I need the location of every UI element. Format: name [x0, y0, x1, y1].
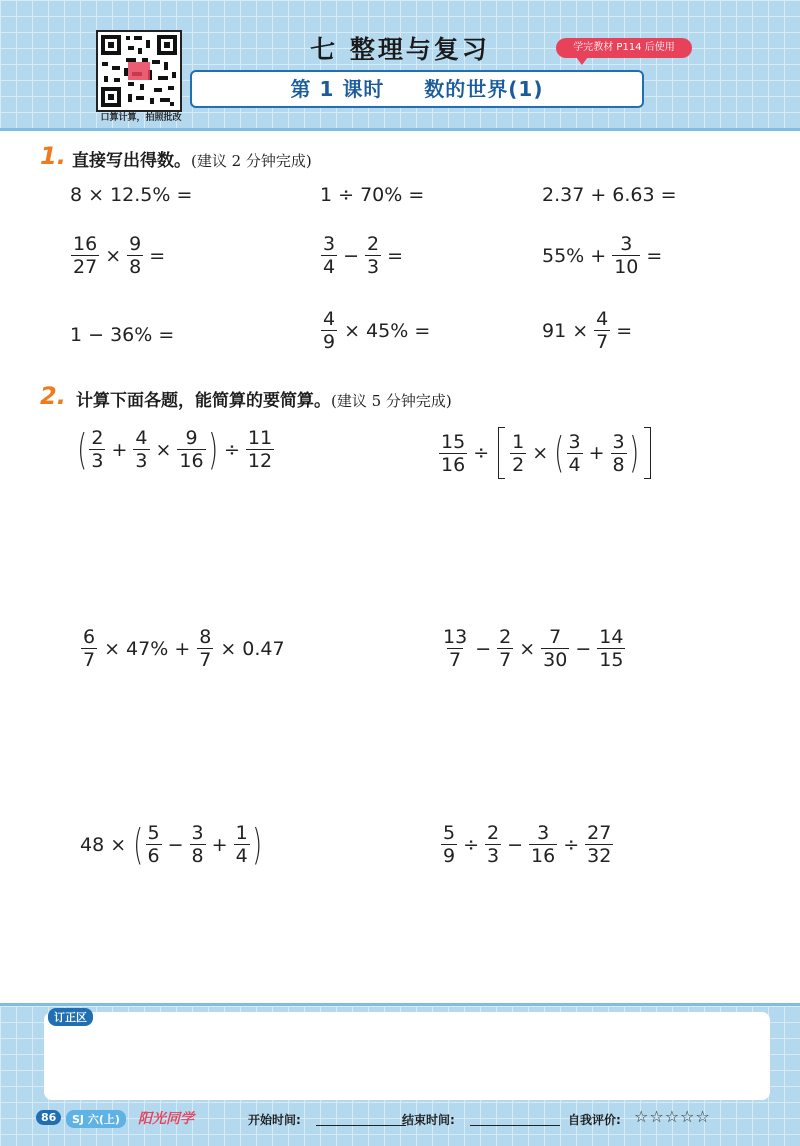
numerator: 4 [135, 427, 148, 449]
operator: + [211, 833, 228, 856]
operator: + [588, 442, 605, 464]
fraction [365, 233, 381, 278]
usage-tag: 学完教材 P114 后使用 [556, 38, 692, 58]
fraction [594, 308, 610, 353]
denominator: 3 [91, 450, 104, 472]
numerator: 7 [549, 626, 562, 648]
correction-label: 订正区 [48, 1008, 93, 1026]
operator: + [111, 438, 128, 461]
denominator: 10 [614, 256, 639, 278]
denominator: 4 [323, 256, 336, 278]
denominator: 15 [599, 649, 624, 671]
numerator: 13 [443, 626, 468, 648]
numerator: 27 [587, 822, 612, 844]
operator: − [475, 637, 492, 660]
operator: ÷ [473, 442, 490, 464]
fraction [177, 427, 205, 472]
numerator: 6 [83, 626, 96, 648]
problem-1-4 [70, 233, 170, 278]
problem-2-5 [80, 819, 263, 869]
fraction [441, 822, 457, 867]
denominator: 16 [531, 845, 556, 867]
fraction [497, 626, 513, 671]
fraction [439, 431, 467, 476]
denominator: 6 [147, 845, 160, 867]
fraction [612, 233, 640, 278]
qr-caption: 口算计算，拍照批改 [100, 113, 182, 123]
operator: ÷ [224, 438, 240, 461]
denominator: 9 [443, 845, 456, 867]
operator: × [519, 637, 536, 660]
left-paren: ( [77, 424, 88, 474]
right-paren: ) [628, 428, 639, 477]
operator: − [167, 833, 184, 856]
operator: − [575, 637, 592, 660]
problem-1-3: 2.37 + 6.63 = [542, 184, 677, 206]
left-paren: ( [133, 819, 144, 869]
problem-2-2 [438, 427, 655, 479]
problem-2-1 [76, 424, 275, 474]
denominator: 7 [499, 649, 512, 671]
qr-code-icon[interactable] [96, 30, 182, 112]
problem-1-5 [320, 233, 408, 278]
fraction [485, 822, 501, 867]
operator: − [507, 833, 524, 856]
left-bracket [498, 427, 505, 479]
left-paren: ( [554, 428, 565, 477]
fraction [541, 626, 569, 671]
denominator: 7 [596, 331, 609, 353]
denominator: 9 [323, 331, 336, 353]
denominator: 7 [199, 649, 212, 671]
start-time-field[interactable] [316, 1125, 406, 1126]
expression-part: 55% + [542, 244, 607, 267]
numerator: 1 [235, 822, 248, 844]
denominator: 32 [587, 845, 612, 867]
problem-2-3 [80, 626, 285, 671]
numerator: 3 [612, 430, 625, 453]
denominator: 27 [73, 256, 98, 278]
fraction [81, 626, 97, 671]
fraction [321, 233, 337, 278]
denominator: 3 [135, 450, 148, 472]
fraction [529, 822, 557, 867]
self-eval-label: 自我评价: [568, 1113, 621, 1127]
numerator: 5 [147, 822, 160, 844]
problem-1-1: 8 × 12.5% = [70, 184, 193, 206]
numerator: 3 [191, 822, 204, 844]
denominator: 7 [83, 649, 96, 671]
fraction [597, 626, 625, 671]
denominator: 16 [441, 453, 466, 476]
expression-part: 48 × [80, 833, 127, 856]
denominator: 12 [247, 450, 273, 472]
end-time-label: 结束时间: [402, 1113, 455, 1127]
operator: ÷ [463, 833, 480, 856]
section-2-hint: (建议 5 分钟完成) [331, 392, 452, 410]
fraction [321, 308, 337, 353]
denominator: 16 [179, 450, 204, 472]
operator: ÷ [563, 833, 580, 856]
start-time-label: 开始时间: [248, 1113, 301, 1127]
operator: × [532, 442, 549, 464]
denominator: 3 [487, 845, 500, 867]
denominator: 8 [129, 256, 142, 278]
numerator: 2 [499, 626, 512, 648]
numerator: 4 [323, 308, 336, 330]
numerator: 3 [568, 430, 581, 453]
section-2-title-text: 计算下面各题，能简算的要简算。 [76, 391, 331, 411]
expression-part: × 47% + [104, 637, 191, 660]
section-2-number: 2. [40, 382, 66, 410]
fraction [510, 431, 526, 476]
numerator: 1 [512, 430, 525, 453]
fraction [246, 427, 274, 472]
denominator: 2 [512, 453, 525, 476]
fraction [611, 431, 627, 476]
denominator: 8 [191, 845, 204, 867]
numerator: 3 [323, 233, 336, 255]
operator: × [155, 438, 172, 461]
equals-sign: = [616, 319, 633, 342]
denominator: 7 [449, 649, 462, 671]
problem-2-4 [440, 626, 626, 671]
right-paren: ) [207, 424, 218, 474]
numerator: 15 [441, 430, 466, 453]
end-time-field[interactable] [470, 1125, 560, 1126]
denominator: 4 [235, 845, 248, 867]
correction-area[interactable] [44, 1012, 770, 1100]
lesson-topic: 数的世界(1) [424, 77, 544, 101]
fraction [146, 822, 162, 867]
fraction [127, 233, 143, 278]
numerator: 14 [599, 626, 624, 648]
numerator: 3 [620, 233, 633, 255]
denominator: 3 [367, 256, 380, 278]
operator: − [343, 244, 360, 267]
book-code: SJ 六(上) [66, 1110, 126, 1128]
right-paren: ) [251, 819, 262, 869]
section-1-title-text: 直接写出得数。 [72, 151, 191, 171]
fraction [234, 822, 250, 867]
numerator: 11 [247, 427, 273, 449]
page-number: 86 [36, 1110, 61, 1125]
problem-2-6 [440, 822, 614, 867]
equals-sign: = [387, 244, 404, 267]
bottom-bar [36, 1108, 776, 1130]
brand-logo: 阳光同学 [138, 1111, 194, 1127]
numerator: 3 [537, 822, 550, 844]
fraction [89, 427, 105, 472]
numerator: 9 [129, 233, 142, 255]
fraction [190, 822, 206, 867]
section-1-title [72, 146, 312, 171]
numerator: 2 [367, 233, 380, 255]
fraction [197, 626, 213, 671]
numerator: 5 [443, 822, 456, 844]
problem-1-7: 1 − 36% = [70, 324, 175, 346]
numerator: 2 [487, 822, 500, 844]
numerator: 16 [73, 233, 98, 255]
numerator: 8 [199, 626, 212, 648]
problem-1-2: 1 ÷ 70% = [320, 184, 425, 206]
fraction [133, 427, 149, 472]
equals-sign: = [646, 244, 663, 267]
equals-sign: = [149, 244, 166, 267]
section-2-title [76, 386, 452, 411]
star-rating-icon[interactable]: ☆☆☆☆☆ [634, 1107, 711, 1126]
expression-part: × 0.47 [220, 637, 285, 660]
section-1-number: 1. [40, 142, 66, 170]
fraction [441, 626, 469, 671]
denominator: 4 [568, 453, 581, 476]
operator: × [105, 244, 122, 267]
numerator: 9 [185, 427, 198, 449]
problem-1-9 [542, 308, 637, 353]
chapter-title: 七 整理与复习 [310, 35, 490, 64]
expression-part: 91 × [542, 319, 589, 342]
fraction [567, 431, 583, 476]
numerator: 4 [596, 308, 609, 330]
fraction [585, 822, 613, 867]
section-1-hint: (建议 2 分钟完成) [191, 152, 312, 170]
denominator: 30 [543, 649, 568, 671]
lesson-number: 第 1 课时 [290, 77, 385, 101]
expression-part: × 45% = [344, 319, 431, 342]
problem-1-6 [542, 233, 667, 278]
lesson-title [190, 70, 644, 108]
fraction [71, 233, 99, 278]
denominator: 8 [612, 453, 625, 476]
right-bracket [644, 427, 651, 479]
numerator: 2 [91, 427, 104, 449]
problem-1-8 [320, 308, 430, 353]
